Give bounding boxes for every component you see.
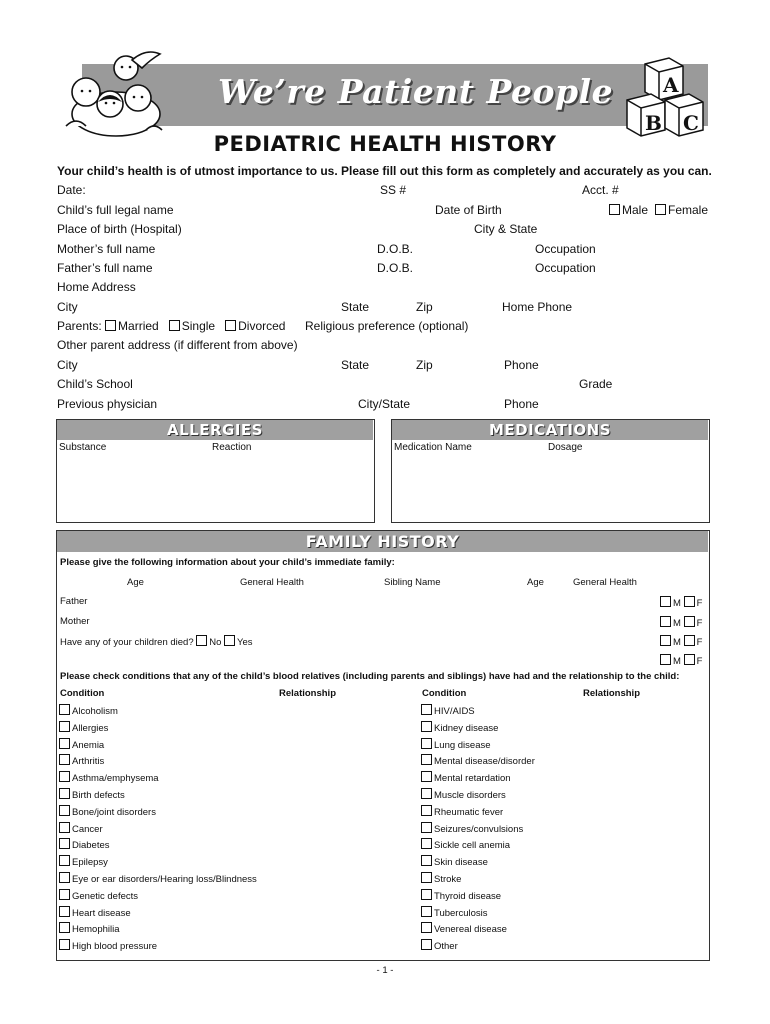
medications-dosage-header: Dosage — [548, 442, 583, 453]
general-health2-col-header: General Health — [573, 577, 637, 588]
physician-label[interactable]: Previous physician — [57, 397, 158, 411]
condition-label: Bone/joint disorders — [72, 806, 156, 818]
condition-header-right: Condition — [422, 688, 467, 699]
condition-item[interactable] — [59, 788, 257, 805]
conditions-instruction: Please check conditions that any of the child’s blood relatives (including parents and siblings) have had and the relationship to the child: — [60, 671, 680, 682]
form-title: PEDIATRIC HEALTH HISTORY — [213, 132, 557, 156]
condition-item[interactable] — [59, 721, 257, 738]
condition-item[interactable] — [421, 805, 535, 822]
sibling4-f-label: F — [696, 656, 703, 667]
divorced-checkbox[interactable] — [225, 320, 236, 331]
family-history-header: FAMILY HISTORY — [57, 531, 708, 552]
condition-item[interactable] — [421, 939, 535, 956]
other-address-label[interactable]: Other parent address (if different from above) — [57, 338, 298, 352]
condition-label: Tuberculosis — [434, 907, 488, 919]
condition-item[interactable] — [59, 889, 257, 906]
mother-dob-label[interactable]: D.O.B. — [377, 242, 414, 256]
condition-label: Kidney disease — [434, 722, 499, 734]
parents-row — [57, 319, 285, 333]
condition-item[interactable] — [59, 906, 257, 923]
condition-checkbox[interactable] — [421, 872, 432, 883]
condition-checkbox[interactable] — [421, 721, 432, 732]
condition-checkbox[interactable] — [59, 838, 70, 849]
condition-item[interactable] — [421, 771, 535, 788]
condition-item[interactable] — [59, 872, 257, 889]
condition-label: Diabetes — [72, 840, 110, 852]
banner-title: We’re Patient People — [218, 72, 614, 111]
condition-item[interactable] — [59, 822, 257, 839]
male-checkbox[interactable] — [609, 204, 620, 215]
condition-checkbox[interactable] — [59, 805, 70, 816]
dob-label[interactable]: Date of Birth — [435, 203, 502, 217]
block-letter-a: A — [663, 73, 679, 97]
condition-item[interactable] — [59, 855, 257, 872]
condition-item[interactable] — [421, 788, 535, 805]
condition-item[interactable] — [421, 704, 535, 721]
age-col-header: Age — [127, 577, 144, 588]
condition-checkbox[interactable] — [421, 754, 432, 765]
conditions-left-list — [59, 704, 257, 956]
condition-item[interactable] — [421, 838, 535, 855]
sibling1-f-checkbox[interactable] — [684, 596, 695, 607]
children-died-row — [60, 635, 253, 648]
relationship-header-left: Relationship — [279, 688, 337, 699]
phone2-label[interactable]: Phone — [504, 358, 539, 372]
allergies-header: ALLERGIES — [57, 420, 373, 440]
condition-item[interactable] — [59, 838, 257, 855]
condition-label: Hemophilia — [72, 924, 120, 936]
condition-label: High blood pressure — [72, 941, 158, 953]
divorced-label: Divorced — [238, 319, 286, 333]
condition-checkbox[interactable] — [59, 704, 70, 715]
condition-label: Rheumatic fever — [434, 806, 504, 818]
condition-item[interactable] — [421, 721, 535, 738]
condition-checkbox[interactable] — [421, 788, 432, 799]
died-yes-label: Yes — [237, 637, 253, 648]
sibling1-sex — [660, 596, 702, 609]
died-yes-checkbox[interactable] — [224, 635, 235, 646]
condition-label: Skin disease — [434, 857, 488, 869]
physician-city-state-label[interactable]: City/State — [358, 397, 411, 411]
zip-label[interactable]: Zip — [416, 300, 433, 314]
condition-item[interactable] — [421, 822, 535, 839]
single-label: Single — [181, 319, 216, 333]
female-checkbox[interactable] — [655, 204, 666, 215]
condition-checkbox[interactable] — [421, 838, 432, 849]
date-label[interactable]: Date: — [57, 183, 86, 197]
condition-label: Mental retardation — [434, 773, 511, 785]
father-name-label[interactable]: Father’s full name — [57, 261, 153, 275]
condition-item[interactable] — [59, 754, 257, 771]
block-letter-b: B — [645, 111, 662, 135]
ss-label[interactable]: SS # — [380, 183, 407, 197]
condition-checkbox[interactable] — [59, 822, 70, 833]
sibling1-m-checkbox[interactable] — [660, 596, 671, 607]
condition-item[interactable] — [421, 906, 535, 923]
condition-checkbox[interactable] — [421, 922, 432, 933]
single-checkbox[interactable] — [169, 320, 180, 331]
condition-item[interactable] — [59, 805, 257, 822]
family-instruction: Please give the following information about your child’s immediate family: — [60, 557, 395, 568]
female-option[interactable] — [655, 203, 708, 217]
condition-label: Eye or ear disorders/Hearing loss/Blindness — [72, 873, 257, 885]
condition-checkbox[interactable] — [421, 738, 432, 749]
state-label[interactable]: State — [341, 300, 370, 314]
conditions-right-list — [421, 704, 535, 956]
condition-label: Mental disease/disorder — [434, 756, 535, 768]
condition-item[interactable] — [421, 754, 535, 771]
father-dob-label[interactable]: D.O.B. — [377, 261, 414, 275]
mother-name-label[interactable]: Mother’s full name — [57, 242, 156, 256]
sibling4-sex — [660, 654, 702, 667]
condition-header-left: Condition — [60, 688, 105, 699]
sibling1-m-label: M — [673, 598, 681, 609]
sibling3-f-label: F — [696, 637, 703, 648]
died-no-label: No — [209, 637, 222, 648]
condition-checkbox[interactable] — [59, 939, 70, 950]
condition-label: Allergies — [72, 722, 109, 734]
condition-item[interactable] — [421, 855, 535, 872]
condition-item[interactable] — [59, 704, 257, 721]
condition-label: Cancer — [72, 823, 103, 835]
condition-checkbox[interactable] — [59, 721, 70, 732]
male-option[interactable] — [609, 203, 648, 217]
condition-checkbox[interactable] — [421, 889, 432, 900]
condition-label: Asthma/emphysema — [72, 773, 159, 785]
condition-item[interactable] — [421, 922, 535, 939]
sibling-name-col-header: Sibling Name — [384, 577, 441, 588]
sibling3-sex — [660, 635, 702, 648]
married-label: Married — [118, 319, 159, 333]
sibling2-sex — [660, 616, 702, 629]
medications-header: MEDICATIONS — [392, 420, 708, 440]
condition-checkbox[interactable] — [59, 872, 70, 883]
sibling2-f-checkbox[interactable] — [684, 616, 695, 627]
condition-label: Lung disease — [434, 739, 491, 751]
condition-checkbox[interactable] — [59, 754, 70, 765]
condition-checkbox[interactable] — [59, 771, 70, 782]
children-died-question: Have any of your children died? — [60, 637, 194, 648]
school-label[interactable]: Child’s School — [57, 377, 133, 391]
condition-item[interactable] — [59, 922, 257, 939]
sibling3-m-checkbox[interactable] — [660, 635, 671, 646]
allergies-reaction-header: Reaction — [212, 442, 252, 453]
condition-label: Arthritis — [72, 756, 105, 768]
female-label: Female — [668, 203, 709, 217]
relationship-header-right: Relationship — [583, 688, 641, 699]
sibling1-f-label: F — [696, 598, 703, 609]
condition-label: Alcoholism — [72, 706, 118, 717]
condition-item[interactable] — [421, 889, 535, 906]
condition-checkbox[interactable] — [59, 855, 70, 866]
condition-label: Seizures/convulsions — [434, 823, 524, 835]
condition-label: Venereal disease — [434, 924, 507, 936]
intro-text: Your child’s health is of utmost importance to us. Please fill out this form as completely and accurately as you can. — [57, 164, 712, 178]
condition-checkbox[interactable] — [421, 805, 432, 816]
condition-checkbox[interactable] — [59, 922, 70, 933]
block-letter-c: C — [683, 111, 699, 135]
abc-blocks-illustration — [623, 54, 705, 140]
condition-item[interactable] — [421, 738, 535, 755]
condition-label: Stroke — [434, 873, 462, 885]
sibling3-f-checkbox[interactable] — [684, 635, 695, 646]
died-no-checkbox[interactable] — [196, 635, 207, 646]
city2-label[interactable]: City — [57, 358, 78, 372]
condition-checkbox[interactable] — [59, 788, 70, 799]
sibling3-m-label: M — [673, 637, 681, 648]
male-label: Male — [622, 203, 649, 217]
babies-illustration — [58, 46, 170, 140]
general-health-col-header: General Health — [240, 577, 304, 588]
condition-item[interactable] — [59, 738, 257, 755]
condition-checkbox[interactable] — [421, 822, 432, 833]
condition-label: Epilepsy — [72, 857, 108, 869]
condition-checkbox[interactable] — [59, 738, 70, 749]
condition-item[interactable] — [59, 939, 257, 956]
condition-item[interactable] — [421, 872, 535, 889]
condition-checkbox[interactable] — [421, 704, 432, 715]
condition-label: Muscle disorders — [434, 789, 506, 801]
home-address-label[interactable]: Home Address — [57, 280, 136, 294]
father-row-label[interactable]: Father — [60, 596, 88, 607]
condition-label: Thyroid disease — [434, 890, 502, 902]
age2-col-header: Age — [527, 577, 544, 588]
condition-checkbox[interactable] — [59, 889, 70, 900]
state2-label[interactable]: State — [341, 358, 370, 372]
religious-preference-label[interactable]: Religious preference (optional) — [305, 319, 469, 333]
condition-label: Birth defects — [72, 789, 125, 801]
father-occupation-label[interactable]: Occupation — [535, 261, 596, 275]
condition-label: Sickle cell anemia — [434, 840, 511, 852]
sibling2-f-label: F — [696, 618, 703, 629]
sibling2-m-checkbox[interactable] — [660, 616, 671, 627]
condition-label: Genetic defects — [72, 890, 139, 902]
acct-label[interactable]: Acct. # — [582, 183, 619, 197]
page-number: - 1 - — [376, 965, 394, 976]
condition-item[interactable] — [59, 771, 257, 788]
grade-label[interactable]: Grade — [579, 377, 613, 391]
birth-place-label[interactable]: Place of birth (Hospital) — [57, 222, 182, 236]
condition-checkbox[interactable] — [421, 906, 432, 917]
home-phone-label[interactable]: Home Phone — [502, 300, 573, 314]
zip2-label[interactable]: Zip — [416, 358, 433, 372]
parents-label: Parents: — [57, 319, 102, 333]
mother-row-label[interactable]: Mother — [60, 616, 90, 627]
condition-checkbox[interactable] — [421, 939, 432, 950]
sibling4-f-checkbox[interactable] — [684, 654, 695, 665]
condition-checkbox[interactable] — [59, 906, 70, 917]
allergies-substance-header: Substance — [59, 442, 107, 453]
city-state-label[interactable]: City & State — [474, 222, 538, 236]
child-name-label[interactable]: Child’s full legal name — [57, 203, 174, 217]
condition-label: HIV/AIDS — [434, 706, 475, 717]
city-label[interactable]: City — [57, 300, 78, 314]
condition-label: Heart disease — [72, 907, 131, 919]
physician-phone-label[interactable]: Phone — [504, 397, 539, 411]
sibling4-m-label: M — [673, 656, 681, 667]
sibling2-m-label: M — [673, 618, 681, 629]
condition-checkbox[interactable] — [421, 855, 432, 866]
condition-checkbox[interactable] — [421, 771, 432, 782]
condition-label: Other — [434, 941, 458, 953]
medications-name-header: Medication Name — [394, 442, 472, 453]
married-checkbox[interactable] — [105, 320, 116, 331]
sibling4-m-checkbox[interactable] — [660, 654, 671, 665]
mother-occupation-label[interactable]: Occupation — [535, 242, 596, 256]
condition-label: Anemia — [72, 739, 105, 751]
